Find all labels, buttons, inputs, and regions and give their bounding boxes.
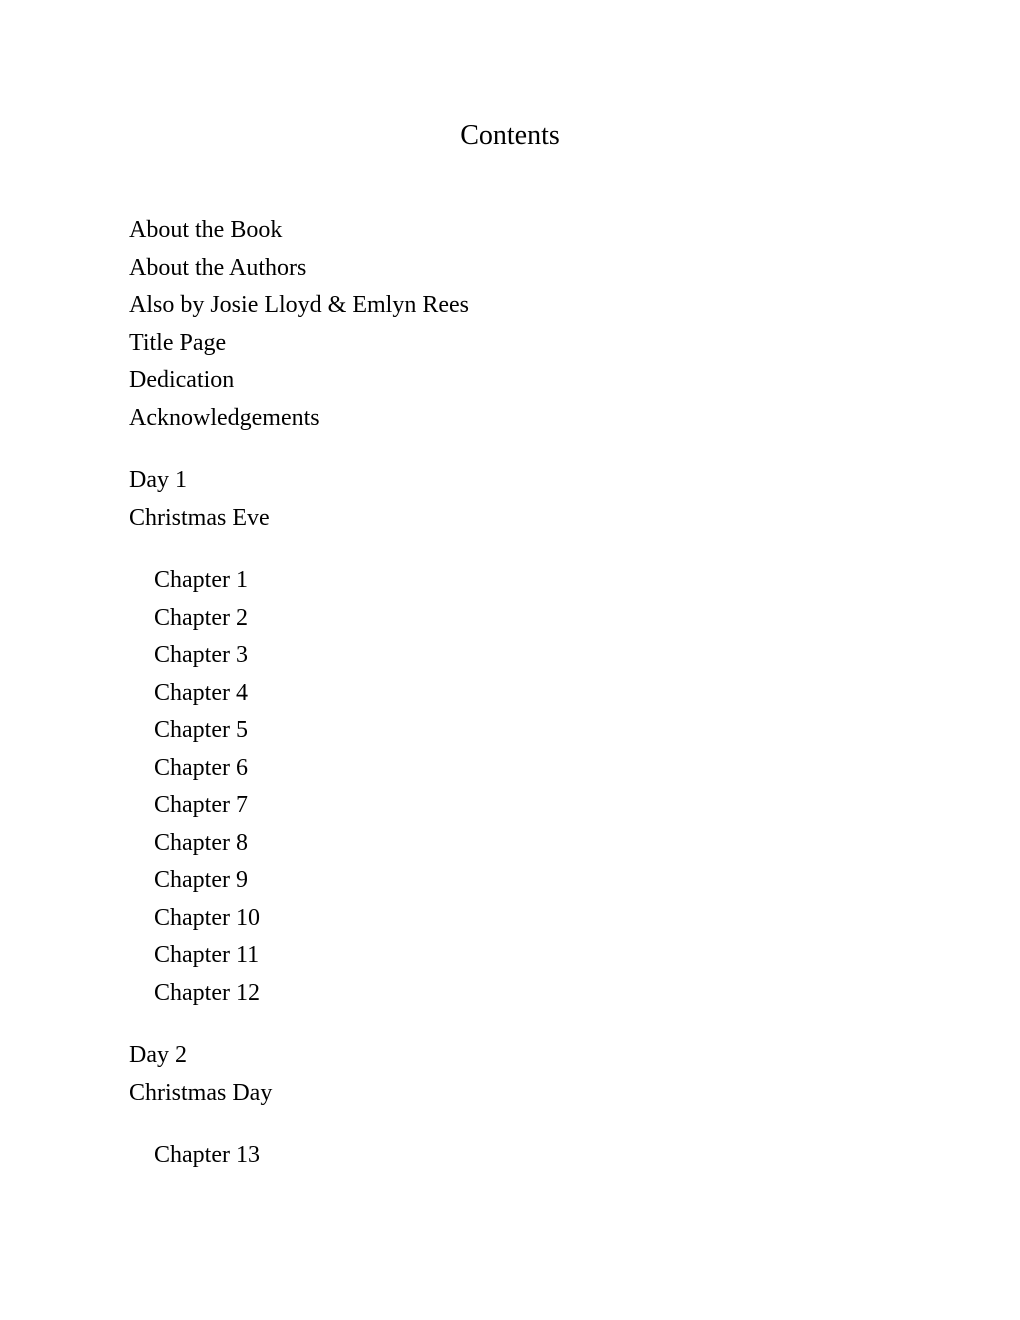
toc-link-title-page[interactable]: Title Page [129,329,227,356]
day1-chapters-group [129,562,469,1012]
toc-link-chapter-5[interactable]: Chapter 5 [154,717,248,743]
toc-link-about-the-authors[interactable]: About the Authors [129,254,307,281]
toc-link-chapter-11[interactable]: Chapter 11 [154,942,260,968]
toc-link-chapter-6[interactable]: Chapter 6 [154,754,248,781]
toc-link-christmas-eve[interactable]: Christmas Eve [129,504,270,531]
toc-link-chapter-12[interactable]: Chapter 12 [154,979,260,1006]
day1-heading-group [129,462,469,537]
toc-link-chapter-7[interactable]: Chapter 7 [154,792,248,818]
toc-link-also-by[interactable]: Also by Josie Lloyd & Emlyn Rees [129,292,469,318]
toc-link-acknowledgements[interactable]: Acknowledgements [129,404,320,431]
front-matter-group [129,212,469,437]
toc-link-day-1[interactable]: Day 1 [129,467,187,493]
page-title: Contents [460,120,560,151]
toc-link-chapter-1[interactable]: Chapter 1 [154,567,248,593]
toc-link-chapter-9[interactable]: Chapter 9 [154,867,248,893]
toc-link-chapter-10[interactable]: Chapter 10 [154,904,260,931]
toc-link-chapter-13[interactable]: Chapter 13 [154,1142,260,1168]
day2-heading-group [129,1037,469,1112]
toc-link-chapter-4[interactable]: Chapter 4 [154,679,248,706]
toc-link-about-the-book[interactable]: About the Book [129,217,283,243]
toc-link-christmas-day[interactable]: Christmas Day [129,1079,273,1106]
toc-link-day-2[interactable]: Day 2 [129,1042,187,1068]
toc-link-dedication[interactable]: Dedication [129,367,235,393]
toc-link-chapter-3[interactable]: Chapter 3 [154,642,248,668]
toc-link-chapter-2[interactable]: Chapter 2 [154,604,248,631]
day2-chapters-group [129,1137,469,1175]
table-of-contents [129,212,469,1200]
toc-link-chapter-8[interactable]: Chapter 8 [154,829,248,856]
